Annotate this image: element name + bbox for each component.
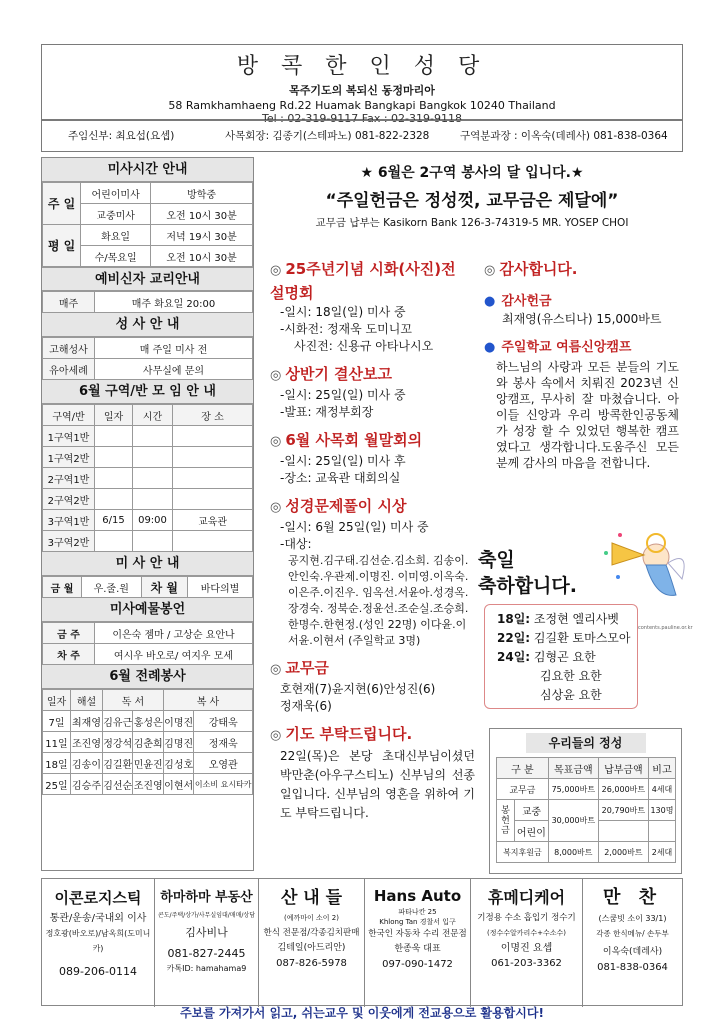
district-cell: 6/15 xyxy=(95,510,133,531)
ad-title: Hans Auto xyxy=(373,887,462,905)
weekday-label: 평 일 xyxy=(43,225,81,267)
thanks-subheading: 주일학교 여름신앙캠프 xyxy=(501,340,632,355)
news-heading: 기도 부탁드립니다. xyxy=(285,725,413,743)
ad-line: 통관/운송/국내외 이사 xyxy=(49,913,147,924)
liturgy-cell: 최재영 xyxy=(71,711,103,732)
news-line: -시화전: 정재욱 도미니꼬 xyxy=(280,322,412,336)
news-title xyxy=(270,495,475,519)
church-phone: Tel : 02-319-9117 Fax : 02-319-9118 xyxy=(262,112,462,125)
bullet-circle-icon: ◎ xyxy=(270,728,282,743)
ad-phone: 081-838-0364 xyxy=(597,962,668,973)
bullet-circle-icon: ◎ xyxy=(270,662,282,677)
angel-trumpet-icon xyxy=(598,525,686,603)
finance-cell: 2세대 xyxy=(648,842,675,863)
district-cell xyxy=(173,531,253,552)
ad-phone: 081-827-2445 xyxy=(167,947,246,960)
offering-value: 여시우 바오로/ 여지우 모세 xyxy=(95,644,253,665)
ad-manchan xyxy=(582,879,682,1007)
district-cell xyxy=(133,447,173,468)
church-title: 방 콕 한 인 성 당 xyxy=(236,54,488,79)
table-row xyxy=(43,711,253,732)
mass-info-title: 미 사 안 내 xyxy=(42,552,253,576)
ad-line: 한국인 자동차 수리 전문점 xyxy=(368,929,467,939)
news-heading: 성경문제풀이 시상 xyxy=(285,497,407,515)
liturgy-cell: 홍성은 xyxy=(133,711,163,732)
mass-name: 교중미사 xyxy=(81,204,151,225)
mass-time: 오전 10시 30분 xyxy=(151,204,253,225)
finance-cell: 2,000바트 xyxy=(598,842,648,863)
dot-icon: ● xyxy=(484,340,496,355)
liturgy-cell: 11일 xyxy=(43,732,71,753)
ad-line: 김사비나 xyxy=(185,926,228,939)
notice-bank: 교무금 납부는 Kasikorn Bank 126-3-74319-5 MR. YOSEP CHOI xyxy=(315,217,629,229)
ad-line: 각종 한식메뉴/ 손두부 xyxy=(596,929,669,938)
finance-cell: 어린이 xyxy=(515,821,549,842)
table-row xyxy=(497,842,676,863)
finance-cell: 교무금 xyxy=(497,779,549,800)
table-row xyxy=(43,732,253,753)
liturgy-cell: 김송이 xyxy=(71,753,103,774)
ad-kakao: 카톡ID: hamahama9 xyxy=(166,964,247,973)
liturgy-cell: 김유근 xyxy=(103,711,133,732)
offering-value: 이은숙 젬마 / 고상순 요안나 xyxy=(95,623,253,644)
mass-info-label: 금 월 xyxy=(43,577,82,598)
table-header: 해설 xyxy=(71,690,103,711)
district-cell xyxy=(95,447,133,468)
feast-name: 김형곤 요한 xyxy=(533,650,596,664)
district-head: 구역분과장 : 이옥숙(데레사) 081-838-0364 xyxy=(460,130,668,142)
table-header: 구 분 xyxy=(497,758,549,779)
news-line: -장소: 교육관 대회의실 xyxy=(280,471,401,485)
finance-cell: 30,000바트 xyxy=(548,800,598,842)
district-cell: 교육관 xyxy=(173,510,253,531)
mass-table xyxy=(42,182,253,267)
news-column xyxy=(270,250,475,823)
catechumen-table xyxy=(42,291,253,313)
finance-cell: 4세대 xyxy=(648,779,675,800)
ad-line: 한식 전문점/각종김치판매 xyxy=(263,928,360,938)
table-header: 일자 xyxy=(95,405,133,426)
left-column xyxy=(41,157,254,871)
liturgy-cell: 강태욱 xyxy=(194,711,253,732)
district-cell: 3구역1반 xyxy=(43,510,95,531)
district-cell: 1구역2반 xyxy=(43,447,95,468)
feast-line2: 축하합니다. xyxy=(478,575,577,597)
thanks-bullet xyxy=(484,290,679,309)
ad-line: (스쿰빗 소이 33/1) xyxy=(598,914,667,923)
mass-info-value: 우.줄.원 xyxy=(82,577,142,598)
district-cell xyxy=(95,426,133,447)
header xyxy=(41,44,683,125)
liturgy-cell: 7일 xyxy=(43,711,71,732)
news-title xyxy=(270,429,475,453)
table-header: 구역/반 xyxy=(43,405,95,426)
table-header: 독 서 xyxy=(103,690,164,711)
footer-message: 주보를 가져가서 읽고, 쉬는교우 및 이웃에게 전교용으로 활용합시다! xyxy=(180,1006,544,1020)
church-address: 58 Ramkhamhaeng Rd.22 Huamak Bangkapi Bangkok 10240 Thailand xyxy=(168,99,556,112)
sacrament-label: 유아세례 xyxy=(43,359,95,380)
ad-phone: 097-090-1472 xyxy=(382,959,453,970)
feast-name: 심상윤 요한 xyxy=(540,688,602,702)
news-title xyxy=(270,258,475,304)
liturgy-cell: 이명진 xyxy=(163,711,193,732)
bullet-circle-icon: ◎ xyxy=(270,263,282,278)
sacrament-value: 사무실에 문의 xyxy=(95,359,253,380)
ad-sannaedeul xyxy=(258,879,364,1007)
finance-cell: 봉헌금 xyxy=(497,800,515,842)
sacrament-title: 성 사 안 내 xyxy=(42,313,253,337)
table-header: 납부금액 xyxy=(598,758,648,779)
news-line: -일시: 25일(일) 미사 후 xyxy=(280,454,406,468)
liturgy-cell: 조진영 xyxy=(133,774,163,795)
district-cell: 1구역1반 xyxy=(43,426,95,447)
finance-table xyxy=(496,757,676,863)
table-row xyxy=(497,779,676,800)
ad-title: 이콘로지스틱 xyxy=(54,889,142,907)
district-cell xyxy=(95,468,133,489)
feast-list xyxy=(484,604,638,709)
liturgy-cell: 정강석 xyxy=(103,732,133,753)
feast-name: 조정현 엘리사벳 xyxy=(533,612,619,626)
table-row xyxy=(43,510,253,531)
district-cell xyxy=(173,489,253,510)
ads-row xyxy=(41,878,683,1006)
news-title xyxy=(270,723,475,747)
ad-line: 정호광(바오로)/남옥희(도미니카) xyxy=(45,929,151,953)
table-row xyxy=(43,531,253,552)
notice-slogan: “주일헌금은 정성껏, 교무금은 제달에” xyxy=(325,191,619,211)
camp-thanks: 하느님의 사랑과 모든 분들의 기도와 봉사 속에서 치뤄진 2023년 신앙캠프, 무사히 잘 마쳤습니다. 아이들 신앙과 우리 방콕한인공동체가 성장 할 수 있었던 행복한 캠프였다고 생각합니다.도움주신 모든분께 감사의 마음을 전합니다. xyxy=(496,360,679,470)
table-row xyxy=(43,426,253,447)
ad-line: 한종욱 대표 xyxy=(394,944,441,954)
offering-label: 금 주 xyxy=(43,623,95,644)
thanks-line: 최재영(유스티나) 15,000바트 xyxy=(502,312,662,326)
feast-name: 김길환 토마스모아 xyxy=(533,631,631,645)
liturgy-cell: 25일 xyxy=(43,774,71,795)
news-line: 호현재(7)윤지현(6)안성진(6) xyxy=(280,682,436,696)
mass-name: 어린이미사 xyxy=(81,183,151,204)
catechumen-value: 매주 화요일 20:00 xyxy=(95,292,253,313)
mass-info-value: 바다의별 xyxy=(188,577,253,598)
feast-line1: 축일 xyxy=(478,549,515,571)
mass-name: 화요일 xyxy=(81,225,151,246)
mass-time: 방학중 xyxy=(151,183,253,204)
sacrament-label: 고해성사 xyxy=(43,338,95,359)
ad-line: (정수수알카리수+수소수) xyxy=(487,929,566,937)
news-line: 사진전: 신용규 아타나시오 xyxy=(294,339,434,353)
table-row xyxy=(43,774,253,795)
ad-line: Khlong Tan 경찰서 입구 xyxy=(379,918,456,926)
mass-time: 저녁 19시 30분 xyxy=(151,225,253,246)
liturgy-title: 6월 전례봉사 xyxy=(42,665,253,689)
news-line: -대상: xyxy=(280,537,312,551)
ad-phone: 061-203-3362 xyxy=(491,958,562,969)
bullet-circle-icon: ◎ xyxy=(484,263,496,278)
ad-title: 휴메디케어 xyxy=(487,888,566,907)
finance-cell: 75,000바트 xyxy=(548,779,598,800)
bullet-circle-icon: ◎ xyxy=(270,500,282,515)
finance-title: 우리들의 정성 xyxy=(526,733,646,753)
liturgy-cell: 김춘희 xyxy=(133,732,163,753)
thanks-title xyxy=(484,258,679,282)
thanks-column xyxy=(484,250,679,471)
sacrament-value: 매 주일 미사 전 xyxy=(95,338,253,359)
ad-line: (예까마이 소이 2) xyxy=(284,914,339,922)
news-line: 정재욱(6) xyxy=(280,699,332,713)
mass-info-table xyxy=(42,576,253,598)
finance-cell: 복지후원금 xyxy=(497,842,549,863)
sunday-label: 주 일 xyxy=(43,183,81,225)
ad-title: 만 찬 xyxy=(602,887,663,908)
mass-time: 오전 10시 30분 xyxy=(151,246,253,267)
feast-date: 22일: xyxy=(497,631,531,645)
district-title: 6월 구역/반 모 임 안 내 xyxy=(42,380,253,404)
dot-icon: ● xyxy=(484,294,496,309)
table-row xyxy=(43,753,253,774)
liturgy-cell: 김명진 xyxy=(163,732,193,753)
table-header: 시간 xyxy=(133,405,173,426)
bullet-circle-icon: ◎ xyxy=(270,434,282,449)
finance-cell: 130명 xyxy=(648,800,675,821)
district-cell xyxy=(133,426,173,447)
liturgy-cell: 김승주 xyxy=(71,774,103,795)
pastor: 주임신부: 최요섭(요셉) xyxy=(68,130,175,142)
liturgy-table xyxy=(42,689,253,795)
ad-hamahama xyxy=(154,879,258,1007)
district-cell xyxy=(133,489,173,510)
ad-phone: 089-206-0114 xyxy=(59,965,137,978)
ad-title: 하마하마 부동산 xyxy=(160,890,253,905)
district-cell xyxy=(95,489,133,510)
church-subtitle: 목주기도의 복되신 동정마리아 xyxy=(289,84,435,97)
ad-title: 산 내 들 xyxy=(280,888,343,908)
news-title xyxy=(270,363,475,387)
image-credit: contents.pauline.or.kr xyxy=(638,625,693,631)
finance-cell: 교중 xyxy=(515,800,549,821)
catechumen-title: 예비신자 교리안내 xyxy=(42,267,253,291)
liturgy-cell: 오영관 xyxy=(194,753,253,774)
table-row xyxy=(43,468,253,489)
table-row xyxy=(43,447,253,468)
news-heading: 6월 사목회 월말회의 xyxy=(285,431,423,449)
liturgy-cell: 조진영 xyxy=(71,732,103,753)
offering-table xyxy=(42,622,253,665)
table-header: 목표금액 xyxy=(548,758,598,779)
sacrament-table xyxy=(42,337,253,380)
ad-humedicare xyxy=(470,879,582,1007)
table-row xyxy=(497,800,676,821)
ad-line: 이명진 요셉 xyxy=(500,943,553,954)
mass-name: 수/목요일 xyxy=(81,246,151,267)
prayer-request: 22일(목)은 본당 초대신부님이셨던 박만춘(아우구스티노) 신부님의 선종일입니다. 신부님의 영혼을 위하여 기도 부탁드립니다. xyxy=(280,749,475,820)
district-cell xyxy=(95,531,133,552)
ad-line: 콘도/주택/상가/사무실임대/매매/상담 xyxy=(157,912,256,919)
finance-cell: 20,790바트 xyxy=(598,800,648,821)
liturgy-cell: 18일 xyxy=(43,753,71,774)
district-cell xyxy=(133,531,173,552)
district-cell: 3구역2반 xyxy=(43,531,95,552)
notice-headline: ★ 6월은 2구역 봉사의 달 입니다.★ xyxy=(360,165,584,181)
offering-title: 미사예물봉언 xyxy=(42,598,253,622)
table-header: 복 사 xyxy=(163,690,252,711)
district-cell: 2구역2반 xyxy=(43,489,95,510)
thanks-bullet xyxy=(484,336,679,355)
news-line: -일시: 25일(일) 미사 중 xyxy=(280,388,406,402)
news-heading: 교무금 xyxy=(285,659,329,677)
liturgy-cell: 김성호 xyxy=(163,753,193,774)
finance-cell: 26,000바트 xyxy=(598,779,648,800)
district-cell xyxy=(173,447,253,468)
finance-box xyxy=(489,728,682,874)
mass-title: 미사시간 안내 xyxy=(42,158,253,182)
ad-hans-auto xyxy=(364,879,470,1007)
liturgy-cell: 이소비 요시타카 xyxy=(194,774,253,795)
staff-bar xyxy=(41,120,683,152)
liturgy-cell: 김길환 xyxy=(103,753,133,774)
district-cell xyxy=(133,468,173,489)
mass-info-label: 차 월 xyxy=(141,577,187,598)
council-president: 사목회장: 김종기(스테파노) 081-822-2328 xyxy=(225,130,430,142)
news-heading: 25주년기념 시화(사진)전 설명회 xyxy=(270,260,456,302)
ad-line: 이옥숙(데레사) xyxy=(602,947,663,957)
district-cell xyxy=(173,426,253,447)
catechumen-label: 매주 xyxy=(43,292,95,313)
thanks-heading: 감사합니다. xyxy=(499,260,578,278)
news-title xyxy=(270,657,475,681)
bullet-circle-icon: ◎ xyxy=(270,368,282,383)
thanks-subheading: 감사헌금 xyxy=(501,294,552,309)
liturgy-cell: 민윤진 xyxy=(133,753,163,774)
ad-phone: 087-826-5978 xyxy=(276,958,347,969)
feast-date: 18일: xyxy=(497,612,531,626)
ad-line: 김테일(아드리안) xyxy=(277,943,346,953)
news-line: -일시: 6월 25일(일) 미사 중 xyxy=(280,520,429,534)
table-header: 장 소 xyxy=(173,405,253,426)
ad-line: 기정용 수소 흡입기 정수기 xyxy=(477,913,576,923)
table-row xyxy=(43,489,253,510)
finance-cell: 8,000바트 xyxy=(548,842,598,863)
news-line: -발표: 재정부회장 xyxy=(280,405,374,419)
offering-label: 차 주 xyxy=(43,644,95,665)
liturgy-cell: 이현서 xyxy=(163,774,193,795)
notice xyxy=(262,162,682,230)
news-heading: 상반기 결산보고 xyxy=(285,365,392,383)
ad-line: 파타나칸 25 xyxy=(398,908,437,916)
news-line: -일시: 18일(일) 미사 중 xyxy=(280,305,406,319)
feast-date: 24일: xyxy=(497,650,531,664)
district-cell xyxy=(173,468,253,489)
district-cell: 09:00 xyxy=(133,510,173,531)
feast-name: 김요한 요한 xyxy=(540,669,602,683)
liturgy-cell: 정재욱 xyxy=(194,732,253,753)
liturgy-cell: 김선순 xyxy=(103,774,133,795)
district-cell: 2구역1반 xyxy=(43,468,95,489)
ad-econ xyxy=(42,879,154,1007)
table-header: 비고 xyxy=(648,758,675,779)
quiz-winners: 공지현.김구태.김선순.김소희. 김송이.안인숙.우관제.이명진. 이미영.이옥숙.이은주.이진우. 임옥선.서윤아.성경옥.장경숙. 정북순.정윤선.조순실.조승희. 한명수.한현정.(성인 22명) 이다윤.이서윤.이현서 (주일학교 3명) xyxy=(288,554,469,647)
district-table xyxy=(42,404,253,552)
table-header: 일자 xyxy=(43,690,71,711)
